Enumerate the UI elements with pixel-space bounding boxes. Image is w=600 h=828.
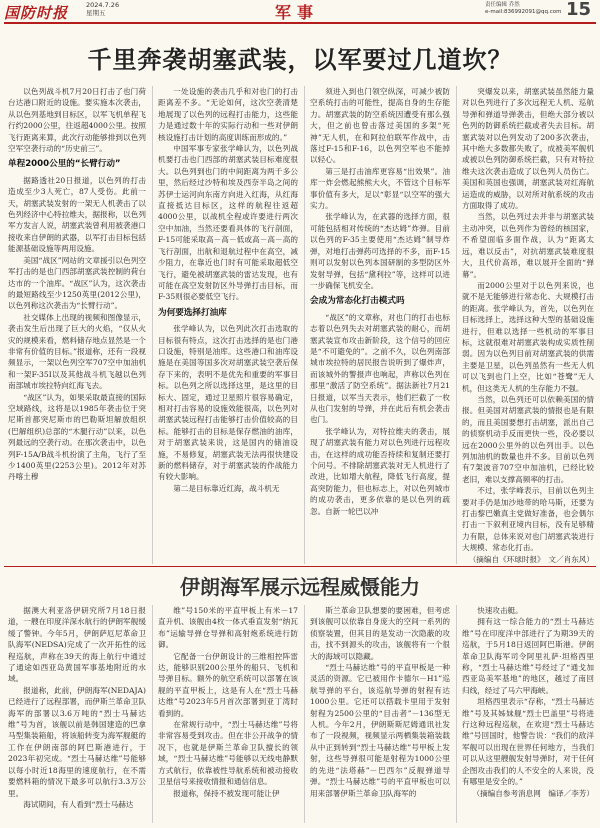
article2-column-3 [310, 605, 450, 825]
paragraph: 报道称，此前，伊朗海军(NEDAJA)已经进行了远程部署，而伊斯兰革命卫队海军的部署以3.6万吨的“烈士马赫达维”号为首，该舰以前是韩国建造的巴拿马型集装箱船，将该船转变为海军舰艇的工作在伊朗南部的阿巴斯港进行，于2023年初完成。“烈士马赫达维”号能够以每小时近18海里的速度航行，在不需要燃料箱的情况下最多可以航行3.3万公里。 [8, 685, 146, 798]
paragraph: 而2000公里对于以色列来说，也就不是无能够进行常态化、大规模打击的距离。张学峰认为，首先，以色列在目标选择上，选择这种大型的基础设施进行，但难以选择一些机动的军事目标，这就很难对胡塞武装构成实质性削弱。因为以色列目前对胡塞武装的供需主要是卫星，以色列虽然有一些无人机可以飞到也门上空，比如“苍鹭”无人机，但这类无人机的生存能力不强。 [462, 280, 594, 393]
paragraph: “烈士马赫达维”号的平直甲板是一种灵活的资源。它已被用作卡德尔－H1”巡航导弹的平台，该巡航导弹的射程有达1000公里。它还可以搭载卡里用于发射射程为2500公里的“目击者”－136型无人机。今年2月，伊朗斯斯尼姆通讯社发布了一段视频，视频显示两栖集装箱装载从中正到转到“烈士马赫达维”号甲板上发射，这些导弹很可能是射程为1000公里的先进“法塔赫”－巴西尔”反舰弹道导弹。“烈士马赫达维”号的平直甲板也可以用来部署伊斯兰革命卫队海军的 [310, 663, 450, 798]
paragraph: 它配备一台伊朗设计的三维相控阵雷达，能够识别200公里外的船只、飞机和导弹目标。额外的航空系统可以部署在该舰的平直甲板上，这是有人在“烈士马赫达维”号2023年5月首次部署到亚丁湾时看到的。 [158, 651, 298, 718]
paragraph: 海试期间，有人看到“烈士马赫达 [23, 799, 134, 809]
article2-title: 伊朗海军展示远程威慑能力 [180, 575, 420, 599]
issue-weekday: 星期五 [86, 9, 106, 17]
paragraph: 中国军事专家张学峰认为，以色列战机要打击也门西部的胡塞武装目标难度很大。以色列到也门的中间距离为两千多公里，然后经过沙特和埃及西奈半岛之间的苏伊士运河向东南方向进入红海，从红海直接抵达目标区，这样的航程往返超4000公里，以战机全程或许要进行两次空中加油，当然还要看具体的飞行剖面，F-15可能采取高－高－低或高－高－高的飞行剖面，出航和退航过程中在高空，减少阻力，在靠近也门时有可能采取超低空飞行，避免被胡塞武装的雷达发现，也有可能在高空发射防区外导弹打击目标，而F-35则很必要低空飞行。 [158, 144, 298, 302]
article2-column-1 [8, 605, 146, 825]
section-title: 军事 [275, 3, 320, 22]
paragraph: 维”号150米的平直甲板上有米－17直升机、该舰由4枚一体式垂直发射“纳瓦布”运输导弹仓导弹和高射炮系统进行防御。 [158, 606, 298, 650]
paragraph: 社交媒体上出现的视频和图像显示，袭击发生后出现了巨大的火焰，“仅从火灾的规模来看，燃料储存地点显然是一个非常有价值的目标。”报道称，还有一段视频显示，一架以色列空军707空中加油机和一架F-35I以及其他战斗机飞越以色列南部城市埃拉特向红海飞去。 [8, 312, 146, 391]
article1-source: （摘编自《环球时报》 文／肖东风） [468, 554, 594, 564]
paragraph: 张学峰认为，对特拉维夫的袭击，展现了胡塞武装有能力对以色列进行远程攻击，在这样的成功能否持续和复制还要打个问号。不排除胡塞武装对无人机进行了改进，比如增大航程，降低飞行高度，提高突防能力，但也标志上，对以色列城市的成功袭击，更多依靠的是以色列的疏忽。自新一轮巴以冲 [310, 426, 450, 516]
paragraph: “战区”的文章称，对也门的打击也标志着以色列失去对胡塞武装的耐心，而胡塞武装宣布攻击新阶段，这个信号的回应是“不可避免的”。之前不久，以色列南部城市埃拉特的居民报告说听到了爆炸声，而该城外的警报声也响起，声称以色列在那里“激活了防空系统”。据法新社7月21日报道，以军当天表示，他们拦截了一枚从也门发射的导弹，并在此后有机会袭击也门。 [310, 312, 450, 425]
paragraph: 第二是目标靠近红海，战斗机无 [173, 483, 280, 493]
article1-column-3 [310, 86, 450, 566]
dateline [86, 1, 119, 17]
editor-info [485, 2, 561, 16]
paragraph: 斯兰革命卫队想要的要困难，但考虑到该舰可以依靠自身庞大的空间一系列的侦察装置，但其目的是发动一次隐蔽的攻击，找不到源头的攻击，该舰将有一个很大的海域可以隐藏。 [310, 606, 450, 661]
paragraph: 以色列战斗机7月20日打击了也门荷台达港口附近的设施。要实施本次袭击，从以色列基地到目标区，以军飞机单程飞行约2000公里，往返超4000公里。按照飞行距离来算，此次行动能够排到以色列空军空袭行动的“历史前三”。 [8, 87, 146, 154]
subheading: 会成为常态化打击模式吗 [310, 296, 405, 307]
article-separator [4, 566, 596, 567]
paragraph: 突爆发以来，胡塞武装虽然能力量对以色列进行了多次远程无人机、巡航导弹和弹道导弹袭击，但绝大部分被以色列的防御系统拦截或者失去目标。胡塞武装对以色列发动了200多次袭击，其中绝大多数都失败了，成被美军舰机或被以色列防御系统拦截，只有对特拉维夫这次袭击造成了以色列人员伤亡。美国和英国也强调，胡塞武装对红海航运造成的威胁，以对所对航系统的攻击方面取得了成功。 [462, 87, 594, 211]
paragraph: 张学峰认为，以色列此次打击选取的目标很有特点，这次打击选择的是也门港口设施，特别是油库。这些港口和油库设施是在美国等国多次对胡塞武装空袭后保存下来的，表明不是优先和重要的军事目标。以色列之所以选择这里，是这里的目标大、固定，通过卫星照片很容易确定，相对打击容易的设施效能很高，以色列对胡塞武装远程打击能够打击价值较高的目标。能够打击的目标是保存燃油的油库，对于胡塞武装来说，这是国内的储油设施，不易修复，胡塞武装无法再很快建设新的燃料储存，对于胡塞武装的作战能力有较大影响。 [158, 324, 298, 482]
newspaper-logo: 国防时报 [4, 4, 69, 22]
page-number: 15 [566, 0, 592, 20]
paragraph: 报道称，保持不被发现可能让伊 [173, 788, 280, 798]
paragraph: 不过，张学峰表示，目前以色列主要对手仍是加沙地带的哈马斯，还要为打击黎巴嫩真主党做好准备，也会偶尔打击一下叙利亚境内目标，没有足够精力有限，总体来说对也门胡塞武装进行大规模、常态化打击。 [462, 486, 594, 553]
column-divider [152, 605, 153, 823]
editor-name: 责任编辑 乔然 [485, 2, 520, 8]
paragraph: 张学峰认为，在武器的选择方面，很可能包括相对传统的“杰达姆”炸弹。目前以色列的F-35主要使用“杰达姆”制导炸弹，对地打击弹药可选择的不多，而F-15则可以发射以色列本国研制的多型防区外发射导弹，包括“黛利拉”等，这样可以进一步确保飞机安全。 [310, 212, 450, 290]
paragraph: “战区”认为，如果采取最直接的国际空域路线，这将是以1985年袭击位于突尼斯首都突尼斯市的巴勒斯坦解放组织(巴解组织)总部的“木腿行动”以来，以色列最远的空袭行动。在那次袭击中，以色列F-15A/B战斗机扮演了主角，飞行了至少1400英里(2253公里)。2012年对苏丹喀土穆 [8, 392, 146, 482]
paragraph: 当然，以色列过去并非与胡塞武装主动冲突，以色列作为曾经的核国家，不希望面临多面作战，认为“距离太远，难以反击”，对抗胡塞武装难度很大，且代价高昂，难以展开全面的“弹幕”。 [462, 212, 594, 279]
article1-column-4 [462, 86, 594, 566]
subheading: 为何要选择打油库 [158, 307, 227, 318]
paragraph: 拥有这一综合能力的“烈士马赫达维”号在印度洋中部进行了为期39天的巡航，于5月18日返回阿巴斯港。伊朗革命卫队海军司令阿里礼萨·坦格西里称，“烈士马赫达维”号经过了“通戈加西亚岛美军基地”的地区，越过了南回归线，经过了马六甲海峡。 [462, 617, 594, 695]
column-divider [304, 86, 305, 564]
article2-source: （摘编自参考消息网 编译／李芳） [472, 788, 594, 798]
paragraph: 须进入到也门领空纵深，可减少被防空系统打击的可能性，提高自身的生存能力。胡塞武装的防空系统因遭受有那么强大，但之前也曾击落过美国的多架“死神”无人机，在和阿拉伯联军作战中，击落过F-15和F-16，以色列空军也不能掉以轻心。 [310, 87, 450, 165]
article2-column-4 [462, 605, 594, 825]
paragraph: 当然，以色列还可以依赖美国的情报。但美国对胡塞武装的情报也是有限的，而且美国要想打击胡塞，派出自己的侦察机动手反而更快一些，没必要以远在2000公里外的以色列出手。以色列加油机的数量也并不多。目前以色列有7架波音707空中加油机，已经比较老旧，难以支撑高频率的打击。 [462, 394, 594, 484]
column-divider [456, 605, 457, 823]
article1-title: 千里奔袭胡塞武装，以军要过几道坎？ [87, 46, 513, 74]
paragraph: 据路透社20日报道，以色列的打击造成至少3人死亡，87人受伤。此前一天，胡塞武装发射的一架无人机袭击了以色列经济中心特拉维夫，据报称，以色列军方发言人说，胡塞武装曾利用被袭港口接收来自伊朗的武器，以军打击目标包括能源基础设施等两用设施。 [8, 175, 146, 254]
paragraph: 坦格西里表示“存称，“烈士马赫达维”号及其姊妹舰“烈士巴盖里”号将进行这种远程巡航，在欢迎“烈士马赫达维”号回国时，他警告说：“我们的敌洋军舰可以出现在世界任何地方，当我们可以从这里艘舰发射导弹时，对于任何企图攻击我们的人不安全的人来说，没有哪里是安全的。” [462, 697, 594, 787]
masthead [0, 0, 600, 22]
paragraph: 快速攻击艇。 [477, 606, 523, 615]
paragraph: 据澳大利亚洛伊研究所7月18日报道，一艘在印度洋深水航行的伊朗军舰缓缓了警钟。今年5月，伊朗萨厄尼革命卫队海军(NEDSA)完成了一次开拓性的远程巡航，声称在39天的海上航行中通过了通途如西亚岛黄国军事基地附近的水域。 [8, 606, 146, 684]
article1-column-2 [158, 86, 298, 566]
article1-column-1 [8, 86, 146, 566]
masthead-rule [4, 22, 596, 24]
column-divider [456, 86, 457, 564]
issue-date: 2024.7.26 [86, 1, 120, 9]
paragraph: 美国“战区”网站的文章援引以色列空军打击的是也门西部胡塞武装控制的荷台达市的一个油库。“战区”认为，这次袭击的最短路线至少1250英里(2012公里)，以色列称这次袭击为“长臂行动”。 [8, 255, 146, 311]
subheading: 单程2000公里的“长臂行动” [8, 159, 121, 170]
column-divider [304, 605, 305, 823]
editor-email: e-mail:836992091@qq.com [485, 9, 562, 15]
paragraph: 第三是打击油库更容易“出效果”。油库一炸会燃起熊熊大火，不管这个目标军事价值有多大，足以“彰显“以空军的强大实力。 [310, 166, 450, 211]
column-divider [152, 86, 153, 564]
paragraph: 一处设施的袭击几乎和对也门的打击距离差不多。“无论如何，这次空袭清楚地展现了以色列的远程打击能力，这些能力是通过数十年的实际行动和一些对伊朗核设施打击计划的高度训练而形成的。” [158, 87, 298, 142]
paragraph: 在常规行动中，“烈士马赫达维”号将非常容易受到攻击。但在非公开战争的情况下，也就是伊斯兰革命卫队擅长的领域，“烈士马赫达维”号能够以无线电静默方式航行，依靠被性导航系统和被动接收卫星信号来接收情报和通信信息。 [158, 720, 298, 787]
article2-column-2 [158, 605, 298, 825]
